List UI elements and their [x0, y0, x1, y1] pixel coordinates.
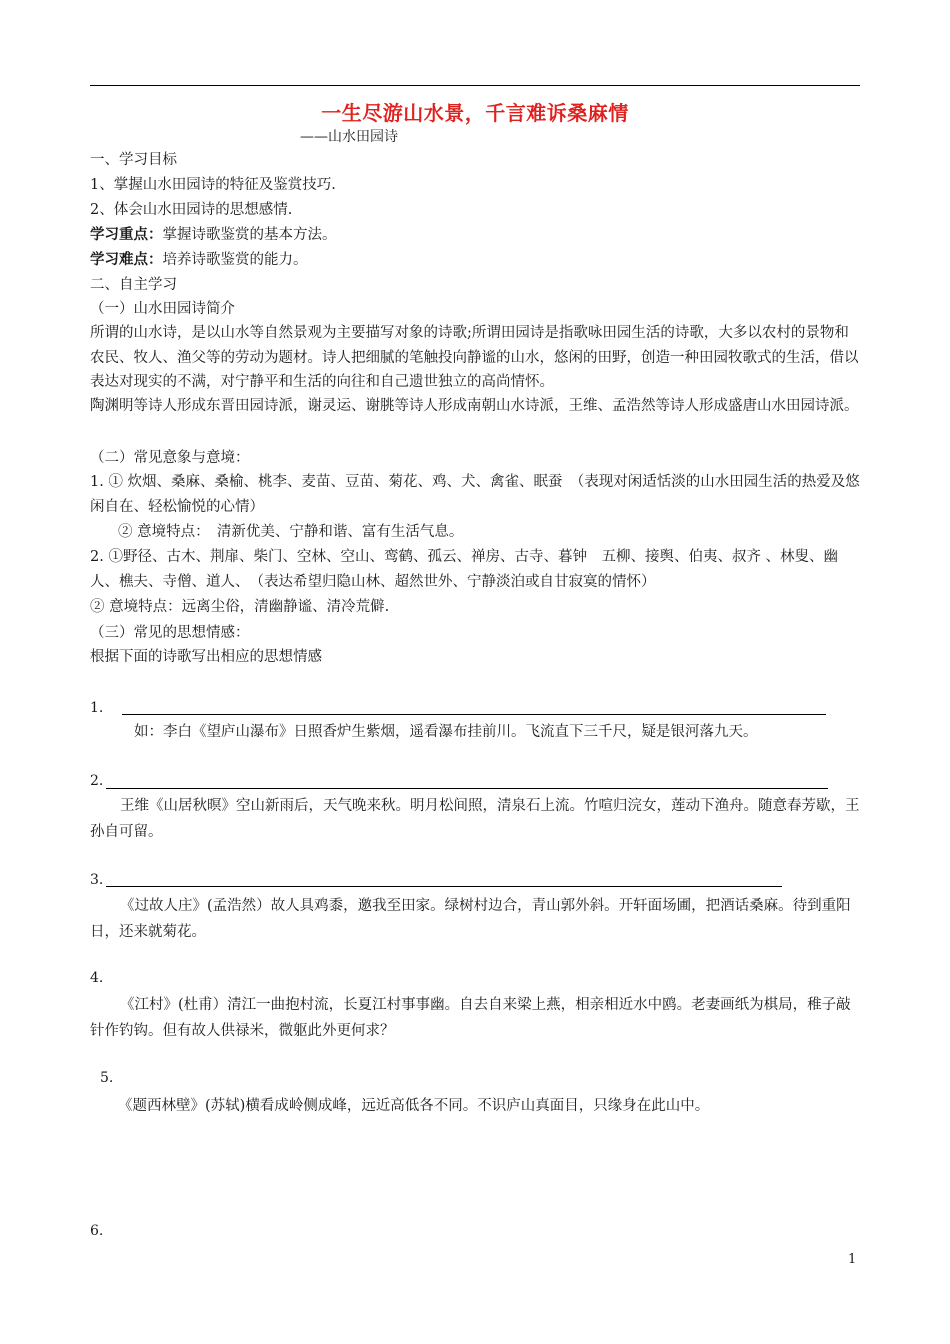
exercise-number: 1. [90, 700, 104, 716]
difficulty-text: 培养诗歌鉴赏的能力。 [162, 252, 308, 268]
exercise-number: 3. [90, 872, 104, 888]
section-heading-self-study: 二、自主学习 [90, 277, 177, 293]
goal-item-2: 2、体会山水田园诗的思想感情. [90, 202, 293, 218]
exercise-poem: 王维《山居秋暝》空山新雨后，天气晚来秋。明月松间照，清泉石上流。竹喧归浣女，莲动下渔舟。随意春芳歇，王孙自可留。 [90, 798, 860, 840]
intro-paragraph-2: 陶渊明等诗人形成东晋田园诗派，谢灵运、谢朓等诗人形成南朝山水诗派，王维、孟浩然等诗人形成盛唐山水田园诗派。 [90, 398, 859, 414]
difficulty-line [90, 251, 308, 269]
exercise-instruction: 根据下面的诗歌写出相应的思想情感 [90, 649, 322, 665]
key-point-text: 掌握诗歌鉴赏的基本方法。 [162, 227, 337, 243]
imagery-item-1-mood: ② 意境特点： 清新优美、宁静和谐、富有生活气息。 [118, 524, 464, 540]
imagery-item-2-mood: ② 意境特点：远离尘俗，清幽静谧、清冷荒僻. [90, 599, 390, 615]
page-title: 一生尽游山水景，千言难诉桑麻情 [321, 101, 629, 125]
exercise-number: 2. [90, 773, 104, 789]
exercise-number: 4. [90, 970, 104, 986]
exercise-number: 5. [100, 1070, 114, 1086]
answer-line[interactable] [106, 788, 828, 789]
imagery-item-1: 1. ① 炊烟、桑麻、桑榆、桃李、麦苗、豆苗、菊花、鸡、犬、禽雀、眠蚕 （表现对闲适恬淡的山水田园生活的热爱及悠闲自在、轻松愉悦的心情） [90, 474, 860, 515]
answer-line[interactable] [106, 886, 782, 887]
difficulty-label: 学习难点： [90, 251, 163, 268]
page-subtitle: ——山水田园诗 [300, 129, 398, 145]
imagery-item-2: 2. ①野径、古木、荆扉、柴门、空林、空山、鸾鹤、孤云、禅房、古寺、暮钟 五柳、接舆、伯夷、叔齐 、林叟、幽人、樵夫、寺僧、道人、 （表达希望归隐山林、超然世外、宁静淡泊或自甘寂寞的情怀） [90, 549, 839, 590]
exercise-number: 6. [90, 1223, 104, 1239]
section-heading-goals: 一、学习目标 [90, 152, 177, 168]
exercise-poem: 《题西林壁》(苏轼)横看成岭侧成峰，远近高低各不同。不识庐山真面目，只缘身在此山中。 [118, 1098, 710, 1114]
exercise-poem: 如：李白《望庐山瀑布》日照香炉生紫烟，遥看瀑布挂前川。飞流直下三千尺，疑是银河落九天。 [134, 724, 758, 740]
exercise-poem: 《江村》(杜甫）清江一曲抱村流，长夏江村事事幽。自去自来梁上燕，相亲相近水中鸥。老妻画纸为棋局，稚子敲针作钓钩。但有故人供禄米，微躯此外更何求？ [90, 997, 851, 1039]
header-rule [90, 85, 860, 86]
key-point-label: 学习重点： [90, 226, 163, 243]
subsection-emotions: （三）常见的思想情感： [90, 625, 250, 641]
subsection-intro: （一）山水田园诗简介 [90, 301, 235, 317]
intro-paragraph-1: 所谓的山水诗，是以山水等自然景观为主要描写对象的诗歌;所谓田园诗是指歌咏田园生活的诗歌，大多以农村的景物和农民、牧人、渔父等的劳动为题材。诗人把细腻的笔触投向静谧的山水，悠闲的田野，创造一种田园牧歌式的生活，借以表达对现实的不满，对宁静平和生活的向往和自己遗世独立的高尚情怀。 [90, 325, 859, 390]
page-number: 1 [848, 1252, 857, 1267]
key-point-line [90, 226, 337, 244]
answer-line[interactable] [122, 714, 826, 715]
subsection-imagery: （二）常见意象与意境： [90, 450, 250, 466]
exercise-poem: 《过故人庄》(孟浩然）故人具鸡黍，邀我至田家。绿树村边合，青山郭外斜。开轩面场圃，把酒话桑麻。待到重阳日，还来就菊花。 [90, 898, 851, 940]
goal-item-1: 1、掌握山水田园诗的特征及鉴赏技巧. [90, 177, 336, 193]
